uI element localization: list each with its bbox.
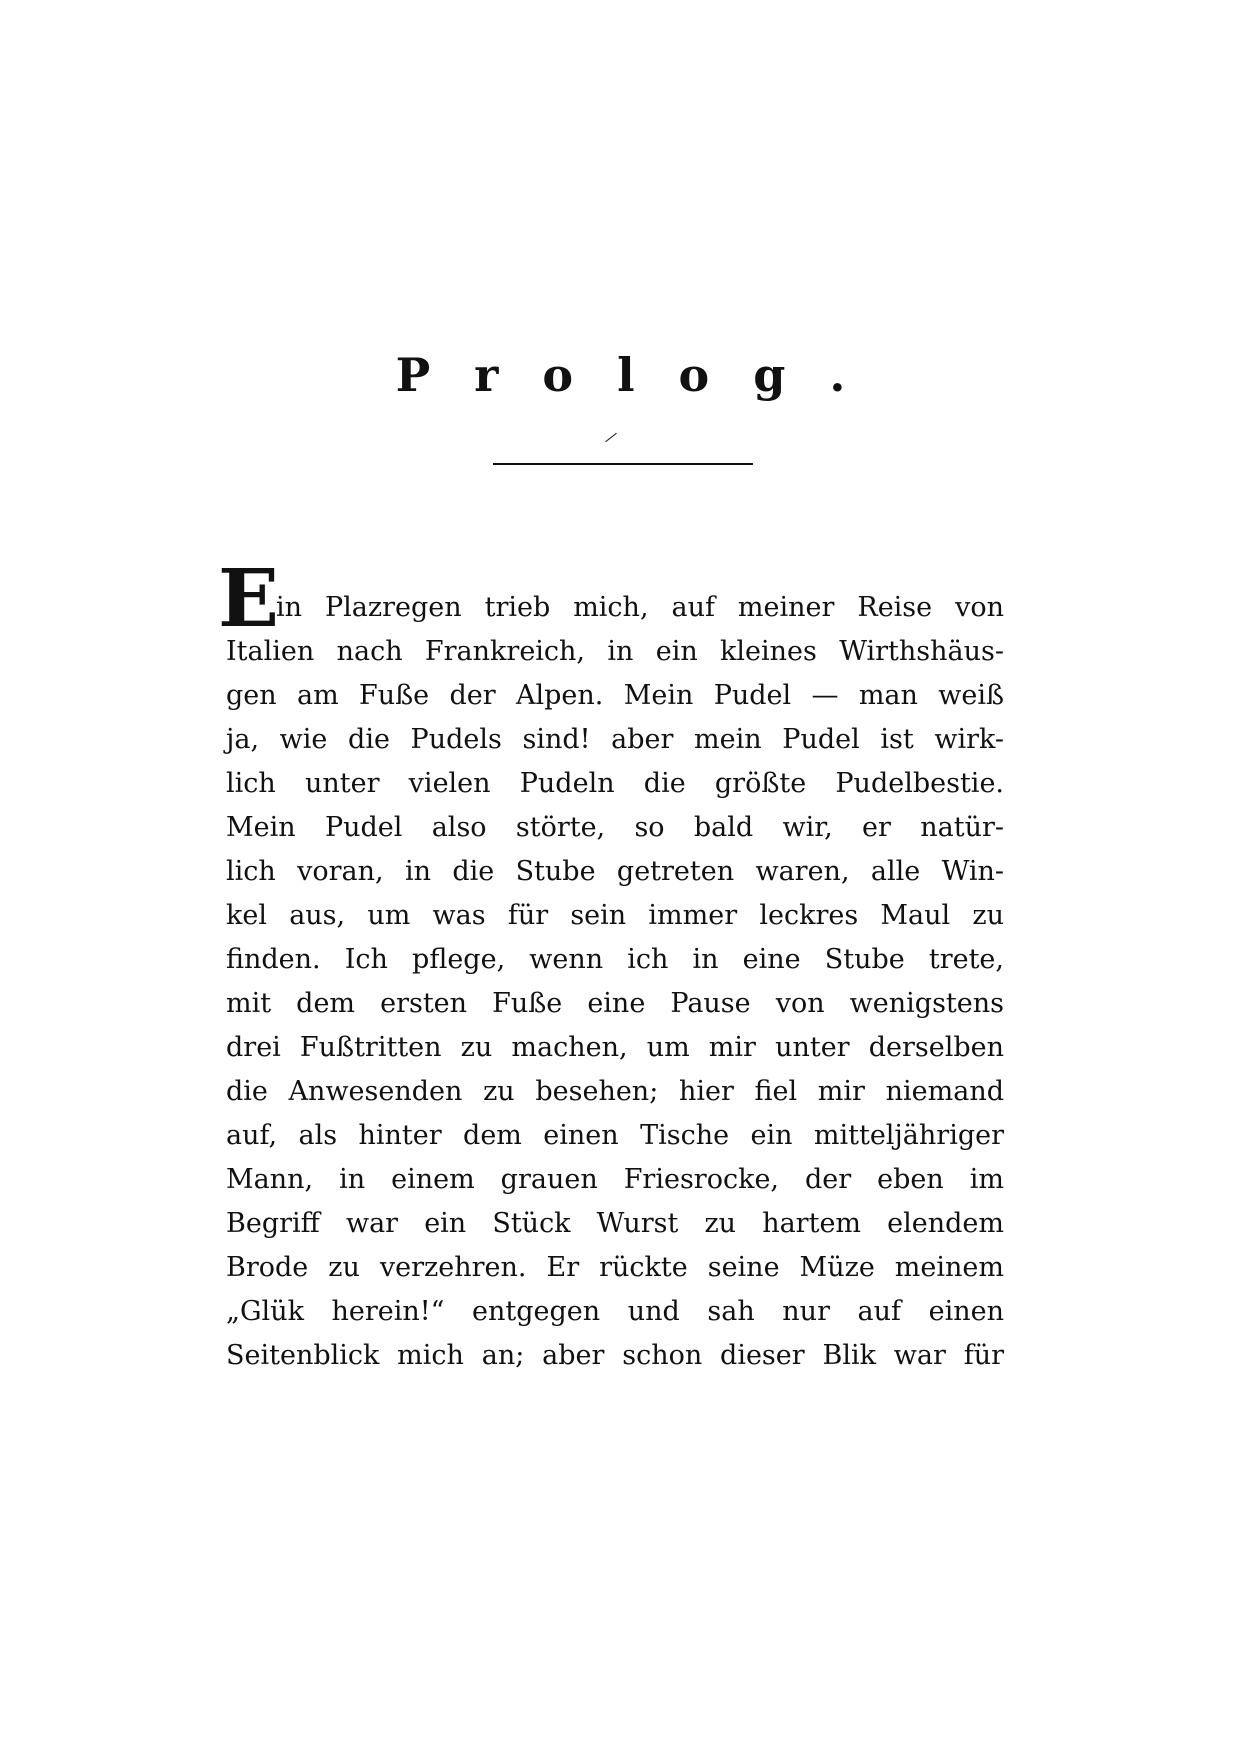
text-line-10: mit dem ersten Fuße eine Pause von wenigstens [226,988,1004,1019]
text-line-11: drei Fußtritten zu machen, um mir unter derselben [226,1032,1004,1063]
text-line-13: auf, als hinter dem einen Tische ein mitteljähriger [226,1120,1004,1151]
drop-cap: E [218,551,279,645]
stray-mark [605,433,617,442]
text-line-4: ja, wie die Pudels sind! aber mein Pudel ist wirk- [226,724,1004,755]
text-line-12: die Anwesenden zu besehen; hier fiel mir niemand [226,1076,1004,1107]
text-line-8: kel aus, um was für sein immer leckres Maul zu [226,900,1004,931]
text-line-5: lich unter vielen Pudeln die größte Pudelbestie. [226,768,1004,799]
text-line-7: lich voran, in die Stube getreten waren, alle Win- [226,856,1004,887]
body-text [218,551,1004,1378]
title-rule [493,463,753,465]
text-line-18: Seitenblick mich an; aber schon dieser Blik war für [226,1340,1004,1371]
page-title: Prolog. [395,348,890,402]
text-line-2: Italien nach Frankreich, in ein kleines Wirthshäus- [226,636,1004,667]
text-line-6: Mein Pudel also störte, so bald wir, er natür- [226,812,1004,843]
text-line-15: Begriff war ein Stück Wurst zu hartem elendem [226,1208,1004,1239]
text-line-17: „Glük herein!“ entgegen und sah nur auf einen [226,1296,1004,1327]
text-line-3: gen am Fuße der Alpen. Mein Pudel — man weiß [226,680,1004,711]
text-line-9: finden. Ich pflege, wenn ich in eine Stube trete, [226,944,1004,975]
text-line-14: Mann, in einem grauen Friesrocke, der eben im [226,1164,1004,1195]
line-text: in Plazregen trieb mich, auf meiner Reise von [276,592,1004,623]
text-line-1 [218,551,1004,645]
text-line-16: Brode zu verzehren. Er rückte seine Müze meinem [226,1252,1004,1283]
